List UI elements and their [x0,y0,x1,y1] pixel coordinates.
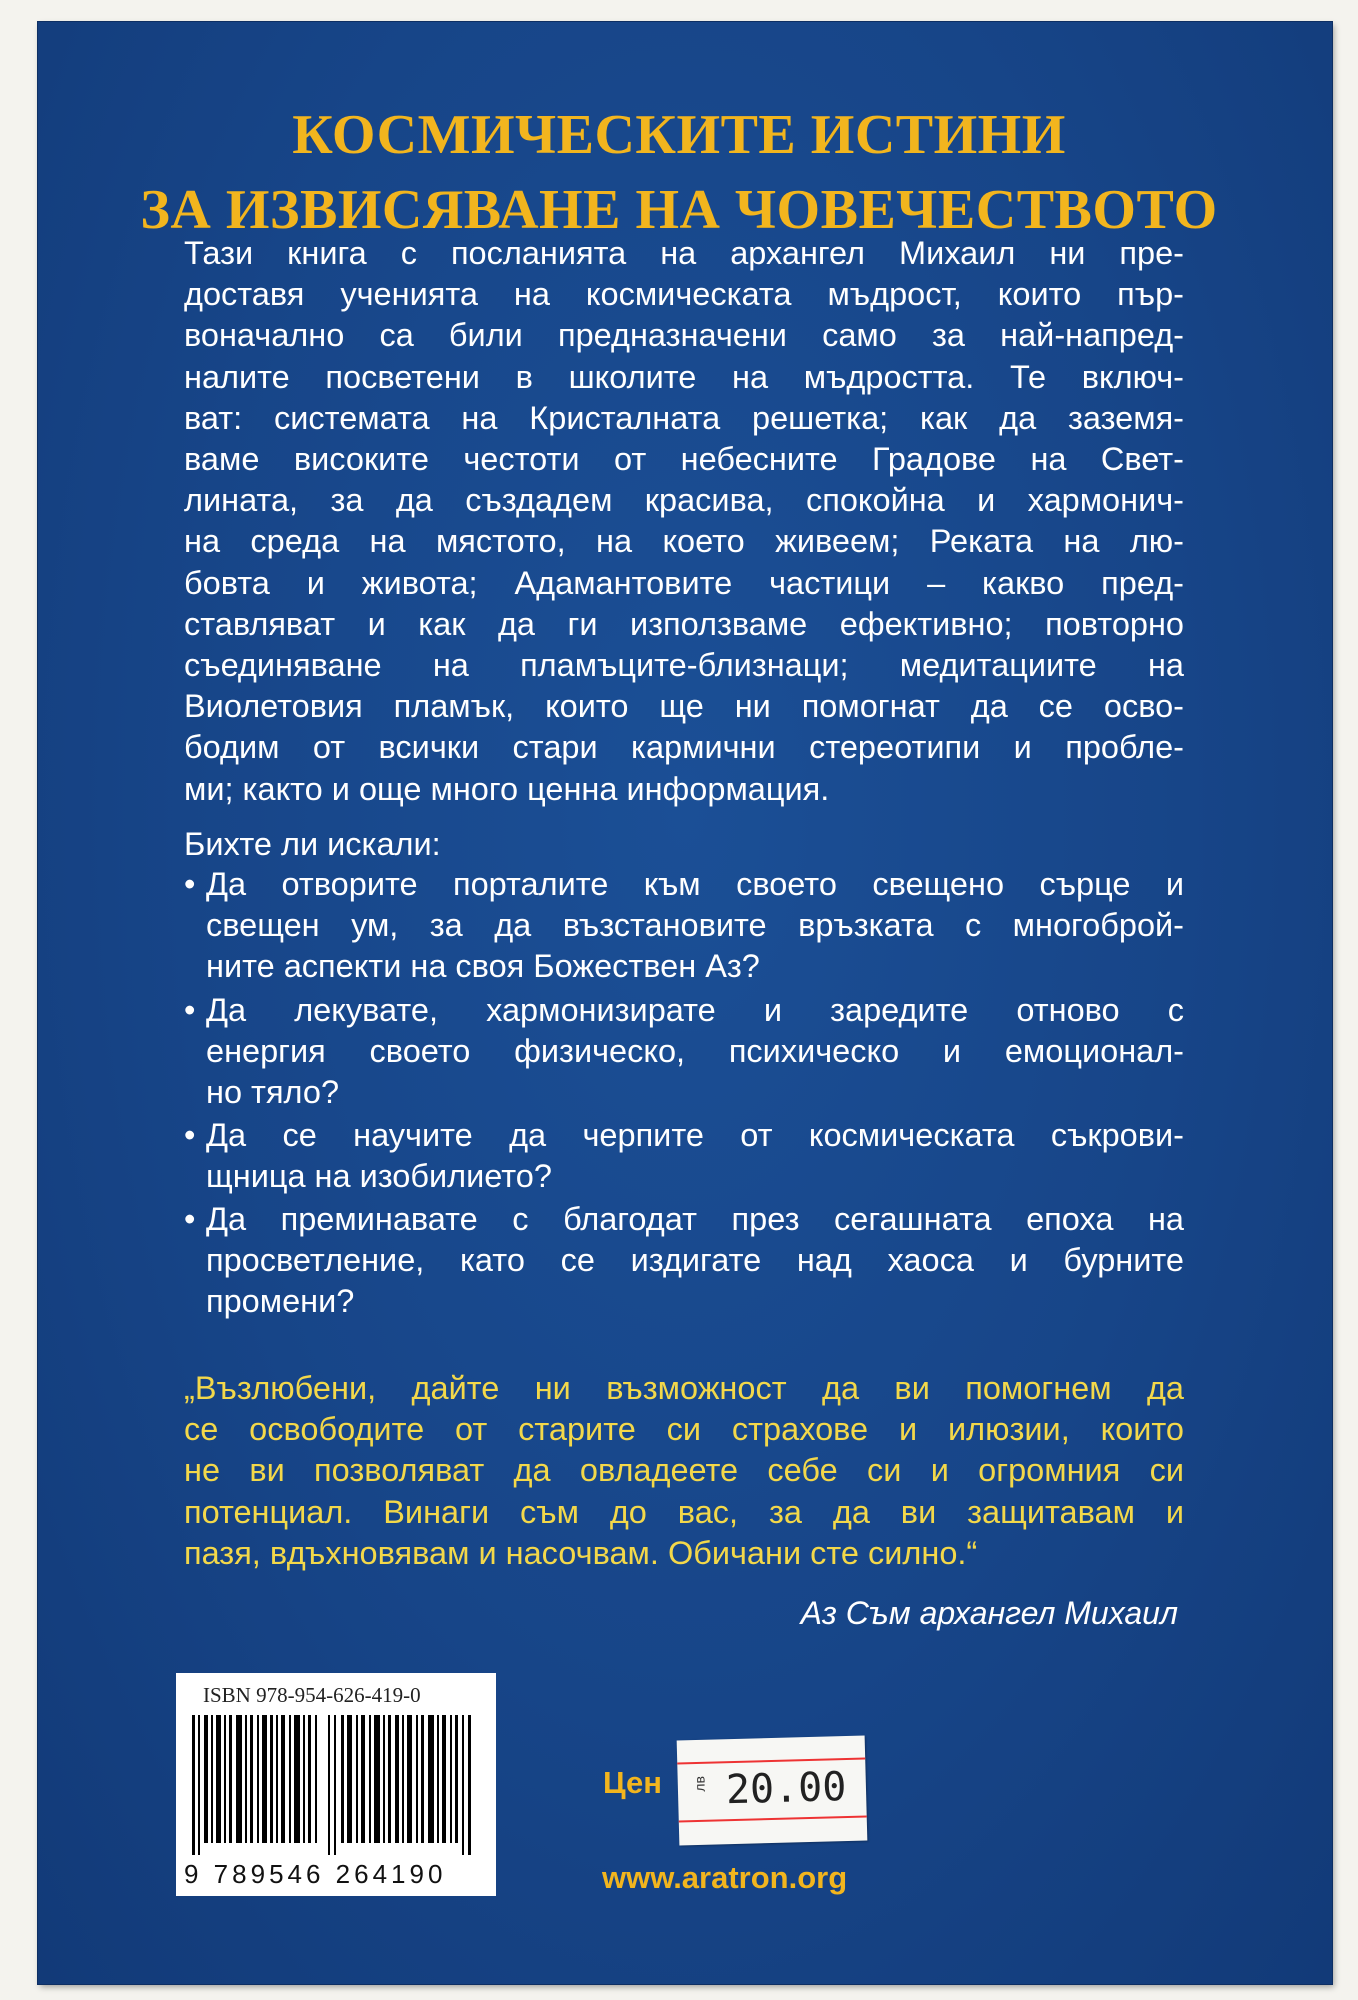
bullet-line: Да се научите да черпите от космическата съкрови- [206,1117,1184,1153]
price-label: Цен [603,1765,662,1800]
intro-line: лината, за да създадем красива, спокойна и хармонич- [184,482,1184,519]
intro-line: ват: системата на Кристалната решетка; как да заземя- [184,399,1184,436]
quote-line: се освободите от старите си страхове и илюзии, които [184,1411,1184,1448]
quote-paragraph [184,1368,1184,1574]
intro-line: бовта и живота; Адамантовите частици – какво пред- [184,564,1184,601]
price-sticker [677,1736,868,1846]
bullet-line: промени? [206,1283,355,1320]
bullet-line: Да преминавате с благодат през сегашната епоха на [206,1201,1184,1237]
intro-line: Виолетовия пламък, които ще ни помогнат да се осво- [184,688,1184,725]
intro-line: ставляват и как да ги използваме ефективно; повторно [184,605,1184,642]
bullet-line: просветление, като се издигате над хаоса и бурните [206,1242,1184,1279]
quote-line: пазя, вдъхновявам и насочвам. Обичани сте силно.“ [184,1534,978,1571]
price-amount: 20.00 [725,1764,847,1814]
bullet-dot: • [184,1117,196,1153]
barcode-number: 9 789546 264190 [184,1859,447,1889]
intro-line: бодим от всички стари кармични стереотипи и пробле- [184,729,1184,766]
title-line-1: КОСМИЧЕСКИТЕ ИСТИНИ [292,104,1066,166]
intro-line: Тази книга с посланията на архангел Михаил ни пре- [184,235,1184,271]
intro-line: съединяване на пламъците-близнаци; медитациите на [184,647,1184,684]
bullet-line: щница на изобилието? [206,1158,552,1195]
bullet-line: енергия своето физическо, психическо и емоционал- [206,1033,1184,1070]
price-currency: лв [691,1775,708,1792]
bullet-line: ните аспекти на своя Божествен Аз? [206,948,760,985]
intro-line: ваме високите честоти от небесните Градове на Свет- [184,441,1184,478]
bullet-dot: • [184,866,196,902]
isbn-text: ISBN 978-954-626-419-0 [203,1683,421,1707]
bullet-line: но тяло? [206,1074,340,1111]
intro-line: налите посветени в школите на мъдростта. Те включ- [184,358,1184,395]
intro-line: ми; както и още много ценна информация. [184,770,830,807]
signature: Аз Съм архангел Михаил [800,1595,1178,1631]
quote-line: потенциал. Винаги съм до вас, за да ви защитавам и [184,1493,1184,1530]
sticker-line-bottom [679,1816,867,1823]
bullet-line: Да отворите порталите към своето свещено сърце и [206,866,1184,902]
quote-line: „Възлюбени, дайте ни възможност да ви помогнем да [184,1370,1184,1406]
bullet-line: свещен ум, за да възстановите връзката с многоброй- [206,907,1184,944]
intro-line: воначално са били предназначени само за най-напред- [184,317,1184,354]
bullet-dot: • [184,1201,196,1237]
website-link[interactable]: www.aratron.org [602,1860,848,1895]
barcode-label [176,1673,496,1896]
intro-paragraph [184,233,1184,810]
intro-line: на среда на мястото, на което живеем; Реката на лю- [184,523,1184,560]
quote-line: не ви позволяват да овладеете себе си и огромния си [184,1452,1184,1489]
bullet-line: Да лекувате, хармонизирате и заредите отново с [206,992,1184,1028]
question-lead: Бихте ли искали: [184,826,441,862]
intro-line: доставя ученията на космическата мъдрост, които пър- [184,276,1184,313]
title-line-2: ЗА ИЗВИСЯВАНЕ НА ЧОВЕЧЕСТВОТО [140,179,1218,241]
barcode-icon [188,1715,484,1855]
bullet-dot: • [184,992,196,1028]
